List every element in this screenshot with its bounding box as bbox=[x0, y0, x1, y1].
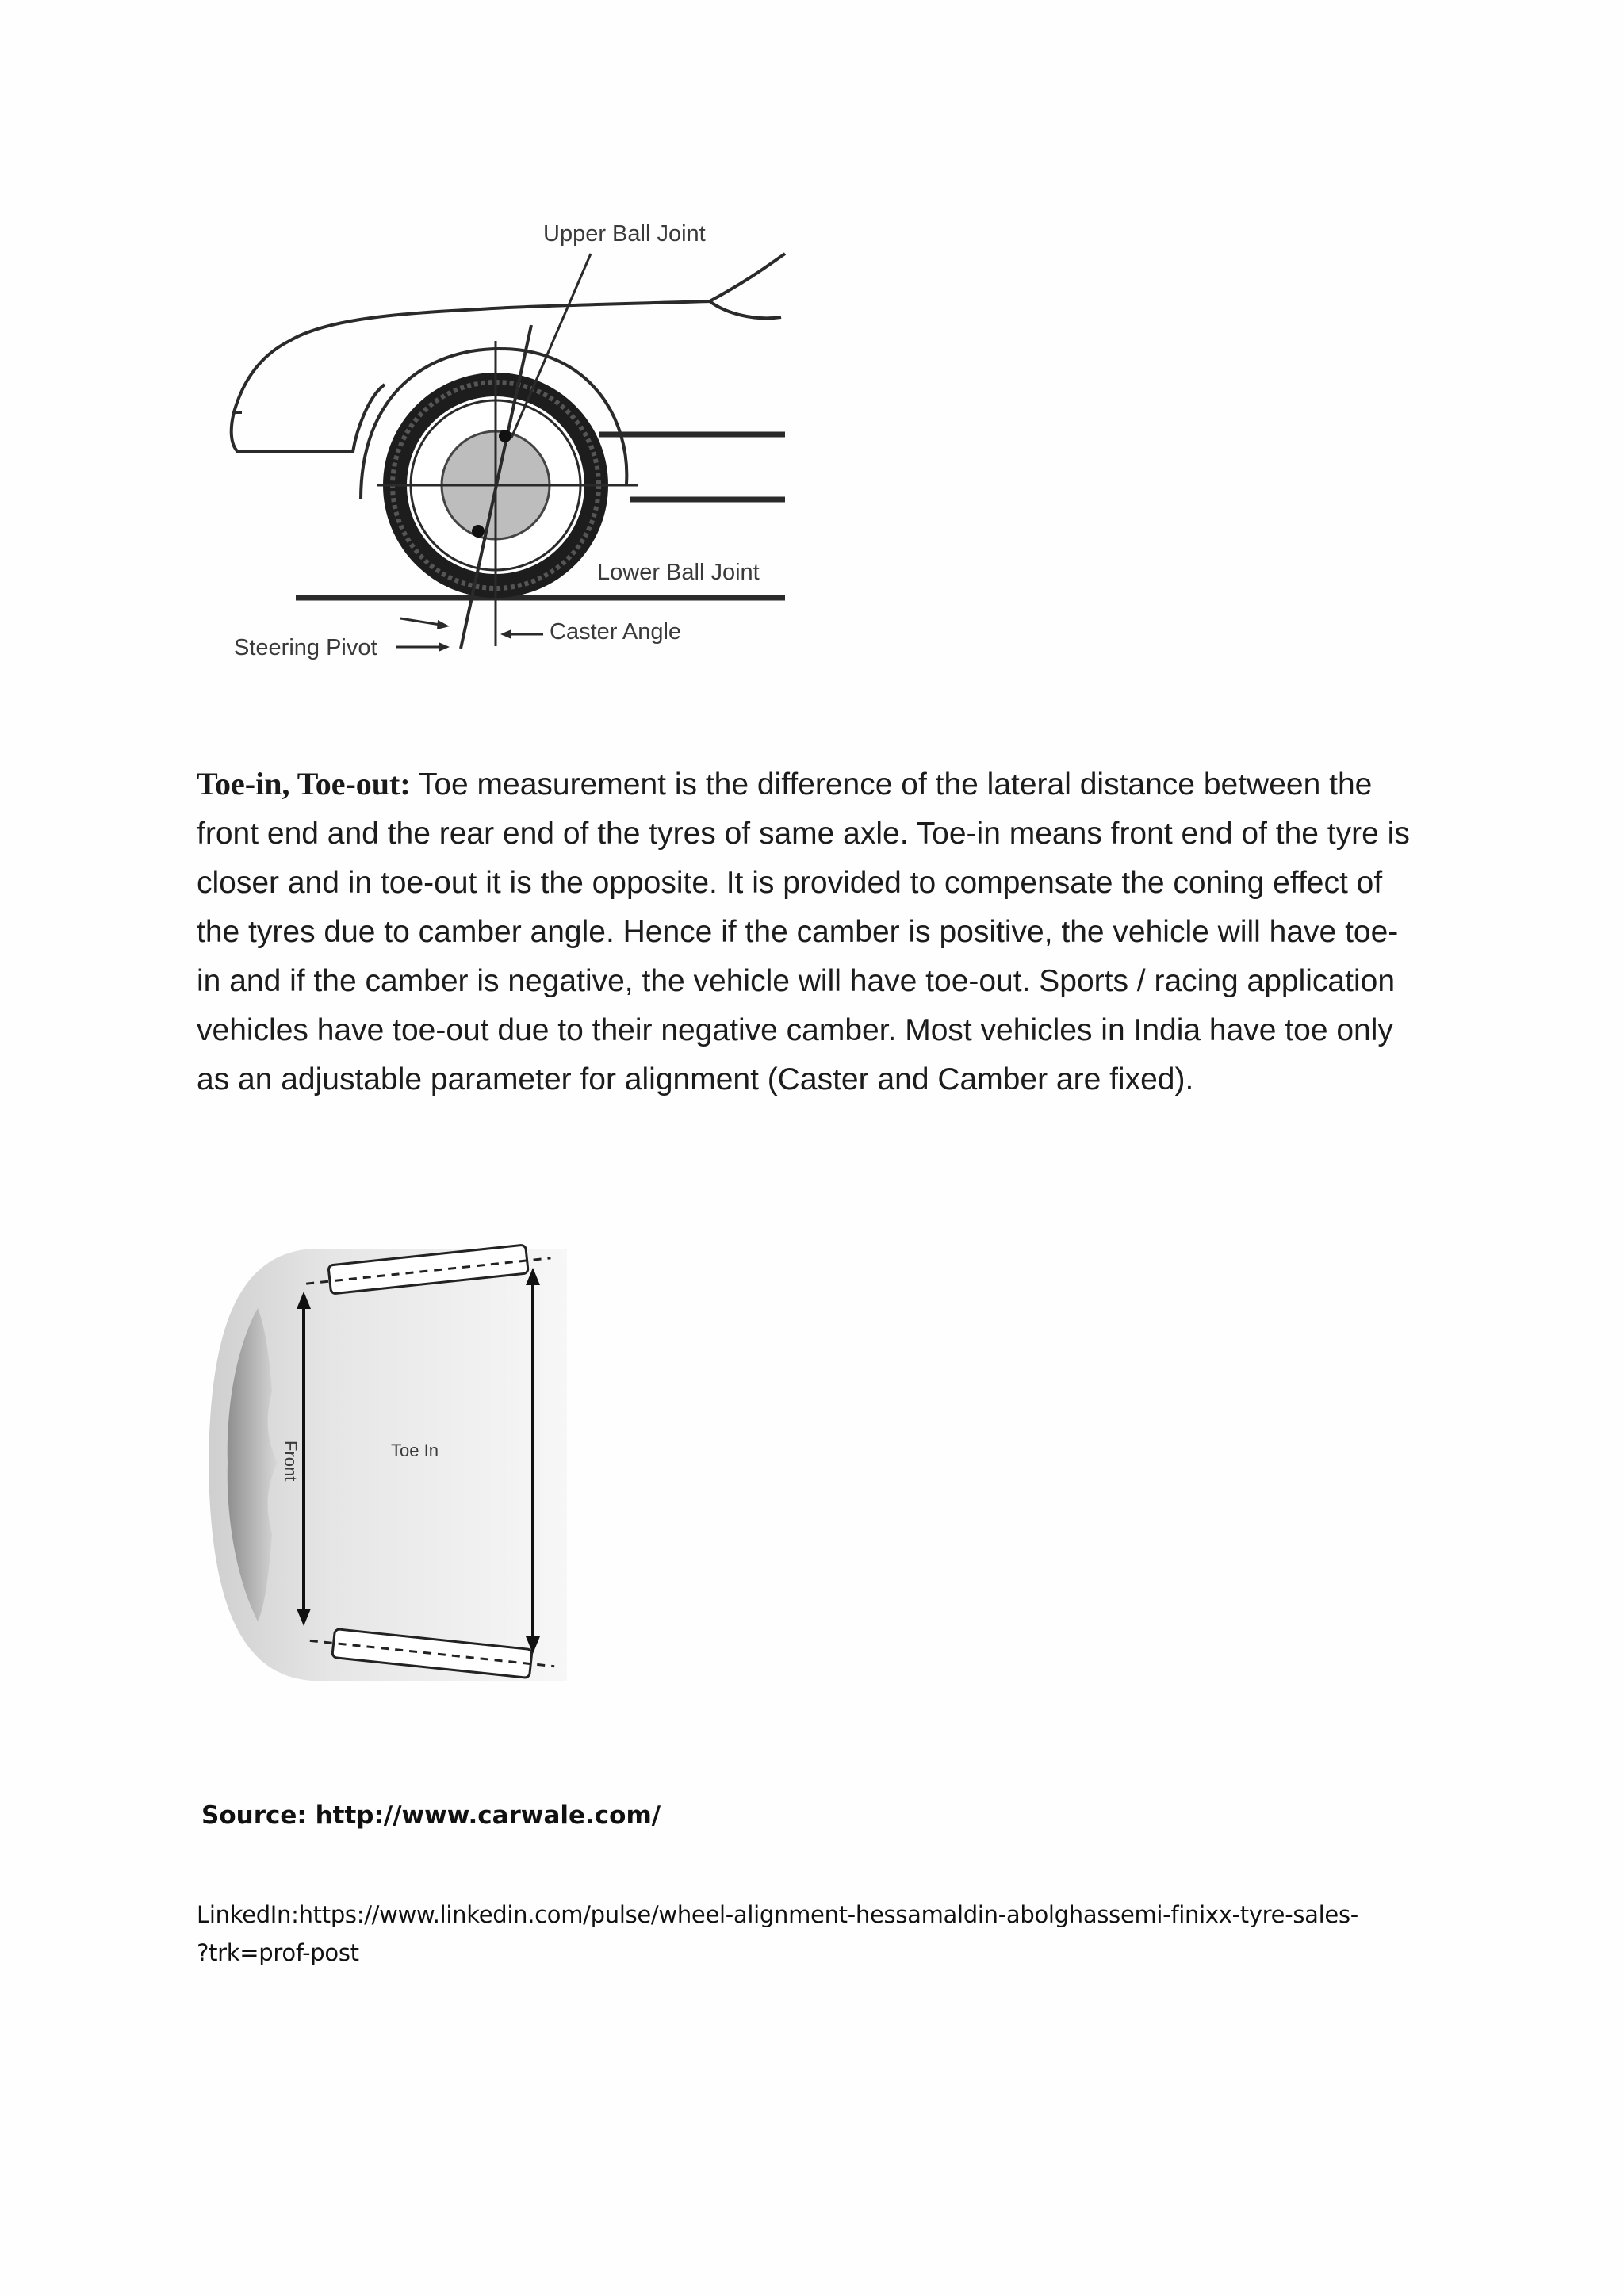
toe-paragraph bbox=[197, 760, 1418, 1104]
linkedin-line-1: LinkedIn:https://www.linkedin.com/pulse/wheel-alignment-hessamaldin-abolghassemi-finixx-tyre-sales- bbox=[197, 1901, 1358, 1928]
steering-pivot-arrowhead-upper bbox=[437, 620, 450, 629]
toe-in-diagram bbox=[202, 1233, 567, 1693]
label-front: Front bbox=[281, 1441, 301, 1482]
linkedin-line-2: ?trk=prof-post bbox=[197, 1939, 359, 1966]
source-citation: Source: http://www.carwale.com/ bbox=[201, 1801, 661, 1830]
windshield-line bbox=[710, 301, 781, 318]
caster-angle-arrowhead bbox=[500, 629, 511, 639]
toe-body-text: Toe measurement is the difference of the lateral distance between the front end and the rear end of the tyres of same axle. Toe-in means front end of the tyre is closer and in toe-out it is the opposite. It is provided to compensate the coning effect of the tyres due to camber angle. Hence if the camber is positive, the vehicle will have toe-in and if the camber is negative, the vehicle will have toe-out. Sports / racing application vehicles have toe-out due to their negative camber. Most vehicles in India have toe only as an adjustable parameter for alignment (Caster and Camber are fixed). bbox=[197, 767, 1410, 1096]
steering-pivot-arrow-upper bbox=[400, 618, 440, 625]
caster-diagram-svg bbox=[226, 214, 813, 674]
steering-pivot-arrowhead bbox=[439, 642, 450, 652]
label-caster-angle: Caster Angle bbox=[550, 619, 682, 645]
label-lower-ball-joint: Lower Ball Joint bbox=[597, 560, 760, 585]
bumper-outline bbox=[232, 385, 385, 452]
lower-ball-joint-dot bbox=[472, 525, 485, 538]
toe-heading: Toe-in, Toe-out: bbox=[197, 766, 411, 802]
upper-ball-joint-dot bbox=[499, 430, 511, 442]
linkedin-reference bbox=[197, 1896, 1434, 1972]
label-toe-in: Toe In bbox=[391, 1441, 439, 1460]
toe-diagram-svg bbox=[202, 1233, 567, 1693]
label-upper-ball-joint: Upper Ball Joint bbox=[543, 221, 706, 247]
caster-angle-diagram bbox=[226, 214, 813, 674]
label-steering-pivot: Steering Pivot bbox=[234, 635, 377, 660]
